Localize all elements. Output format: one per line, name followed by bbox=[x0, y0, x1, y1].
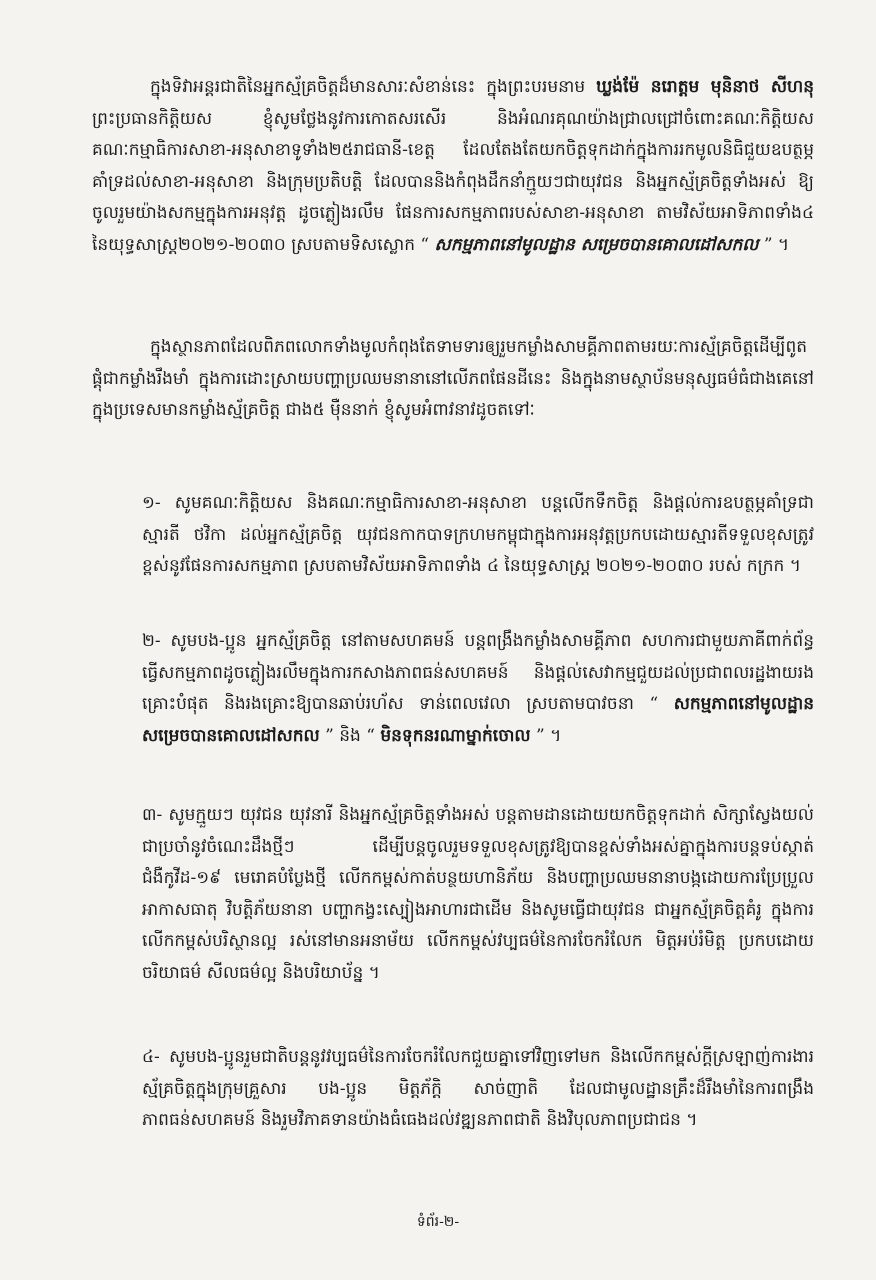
list-item bbox=[142, 626, 814, 752]
slogan-leave-no-one: មិនទុកនរណាម្នាក់ចោល bbox=[380, 725, 531, 746]
page-number: ទំព័រ-២- bbox=[416, 1214, 460, 1230]
slogan: សកម្មភាពនៅមូលដ្ឋាន សម្រេចបានគោលដៅសកល bbox=[142, 694, 814, 746]
appeal-paragraph bbox=[92, 332, 814, 427]
appeal-text: ក្នុងស្ថានភាពដែលពិភពលោកទាំងមូលកំពុងតែទាមទារឲ្យរួមកម្លាំងសាមគ្គីភាពតាមរយៈការស្ម័គ្រចិត្តដើម្បីពូតផ្តុំជាកម្លាំងរឹងមាំ ក្នុងការដោះស្រាយបញ្ហាប្រឈមនានានៅលើភពផែនដីនេះ និងក្នុងនាមស្ថាប័នមនុស្សធម៌ធំជាងគេនៅក្នុងប្រទេសមានកម្លាំងស្ម័គ្រចិត្ត ជាង៥ ម៉ឺននាក់ ខ្ញុំសូមអំពាវនាវដូចតទៅៈ bbox=[92, 337, 814, 420]
list-item bbox=[142, 800, 814, 989]
list-item bbox=[142, 488, 814, 583]
item-number: ២- bbox=[142, 631, 161, 651]
royal-name: ឃ្លង់ម៉ែ នរោត្តម មុនិនាថ សីហនុ bbox=[596, 77, 815, 97]
intro-text-start: ក្នុងទិវាអន្តរជាតិនៃអ្នកស្ម័គ្រចិត្តដ៏មានសារៈសំខាន់នេះ ក្នុងព្រះបរមនាម bbox=[150, 77, 597, 97]
slogan: សកម្មភាពនៅមូលដ្ឋាន សម្រេចបានគោលដៅសកល bbox=[434, 234, 759, 255]
item-text-end: ” ។ bbox=[530, 725, 562, 746]
intro-text-end: ” ។ bbox=[758, 234, 790, 255]
item-number: ១- bbox=[142, 493, 161, 513]
item-text: សូមគណៈកិត្តិយស និងគណៈកម្មាធិការសាខា-អនុសាខា បន្តលើកទឹកចិត្ត និងផ្តល់ការឧបត្ថម្ភគាំទ្រជាស្មារតី ថវិកា ដល់អ្នកស្ម័គ្រចិត្ត យុវជនកាកបាទក្រហមកម្ពុជាក្នុងការអនុវត្តប្រកបដោយស្មារតីទទួលខុសត្រូវខ្ពស់នូវផែនការសកម្មភាព ស្របតាមវិស័យអាទិភាពទាំង ៤ នៃយុទ្ធសាស្ត្រ ២០២១-២០៣០ របស់ កក្រក ។ bbox=[142, 493, 814, 576]
item-number: ៣- bbox=[142, 805, 163, 825]
item-text: សូមបង-ប្អូនរួមជាតិបន្តនូវវប្បធម៌នៃការចែករំលែកជួយគ្នាទៅវិញទៅមក និងលើកកម្ពស់ក្តីស្រឡាញ់ការងារស្ម័គ្រចិត្តក្នុងក្រុមគ្រួសារ បង-ប្អូន មិត្តភ័ក្តិ សាច់ញាតិ ដែលជាមូលដ្ឋានគ្រឹះដ៏រឹងមាំនៃការពង្រឹងភាពធន់សហគមន៍ និងរួមវិភាគទានយ៉ាងធំធេងដល់វឌ្ឍនភាពជាតិ និងវិបុលភាពប្រជាជន ។ bbox=[142, 1047, 814, 1130]
item-text: សូមក្មួយៗ យុវជន យុវនារី និងអ្នកស្ម័គ្រចិត្តទាំងអស់ បន្តតាមដានដោយយកចិត្តទុកដាក់ សិក្សាស្វែងយល់ ជាប្រចាំនូវចំណេះដឹងថ្មីៗ ដើម្បីបន្តចូលរួមទទួលខុសត្រូវឱ្យបានខ្ពស់ទាំងអស់គ្នាក្នុងការបន្តទប់ស្កាត់ជំងឺកូវីដ-១៩ មេរោគបំប្លែងថ្មី លើកកម្ពស់កាត់បន្ថយហានិភ័យ និងបញ្ហាប្រឈមនានាបង្កដោយការប្រែប្រួលអាកាសធាតុ វិបត្តិភ័យនានា បញ្ហាកង្វះស្បៀងអាហារជាដើម និងសូមធ្វើជាយុវជន ជាអ្នកស្ម័គ្រចិត្តគំរូ ក្នុងការលើកកម្ពស់បរិស្ថានល្អ រស់នៅមានអនាម័យ លើកកម្ពស់វប្បធម៌នៃការចែករំលែក មិត្តអប់រំមិត្ត ប្រកបដោយចរិយាធម៌ សីលធម៌ល្អ និងបរិយាប័ន្ន ។ bbox=[142, 805, 814, 983]
intro-paragraph bbox=[92, 72, 814, 261]
item-number: ៤- bbox=[142, 1047, 160, 1067]
item-text-start: សូមបង-ប្អូន អ្នកស្ម័គ្រចិត្ត នៅតាមសហគមន៍ បន្តពង្រឹងកម្លាំងសាមគ្គីភាព សហការជាមួយភាគីពាក់ព័ន្ធ ធ្វើសកម្មភាពដូចភ្លៀងរលឹមក្នុងការកសាងភាពធន់សហគមន៍ និងផ្តល់សេវាកម្មជួយដល់ប្រជាពលរដ្ឋងាយរងគ្រោះបំផុត និងរងគ្រោះឱ្យបានឆាប់រហ័ស ទាន់ពេលវេលា ស្របតាមបាវចនា “ bbox=[142, 631, 814, 714]
list-item bbox=[142, 1042, 814, 1137]
intro-text-body: ព្រះប្រធានកិត្តិយស ខ្ញុំសូមថ្លែងនូវការកោតសរសើរ និងអំណរគុណយ៉ាងជ្រាលជ្រៅចំពោះគណៈកិត្តិយស គណៈកម្មាធិការសាខា-អនុសាខាទូទាំង២៥រាជធានី-ខេត្ត ដែលតែងតែយកចិត្តទុកដាក់ក្នុងការរកមូលនិធិជួយឧបត្ថម្ភគាំទ្រដល់សាខា-អនុសាខា និងក្រុមប្រតិបត្តិ ដែលបាននិងកំពុងដឹកនាំក្មួយៗជាយុវជន និងអ្នកស្ម័គ្រចិត្តទាំងអស់ ឱ្យចូលរួមយ៉ាងសកម្មក្នុងការអនុវត្ត ដូចភ្លៀងរលឹម ផែនការសកម្មភាពរបស់សាខា-អនុសាខា តាមវិស័យអាទិភាពទាំង៤ នៃយុទ្ធសាស្ត្រ២០២១-២០៣០ ស្របតាមទិសស្លោក “ bbox=[92, 108, 814, 255]
item-text-join: ” និង “ bbox=[319, 725, 381, 746]
